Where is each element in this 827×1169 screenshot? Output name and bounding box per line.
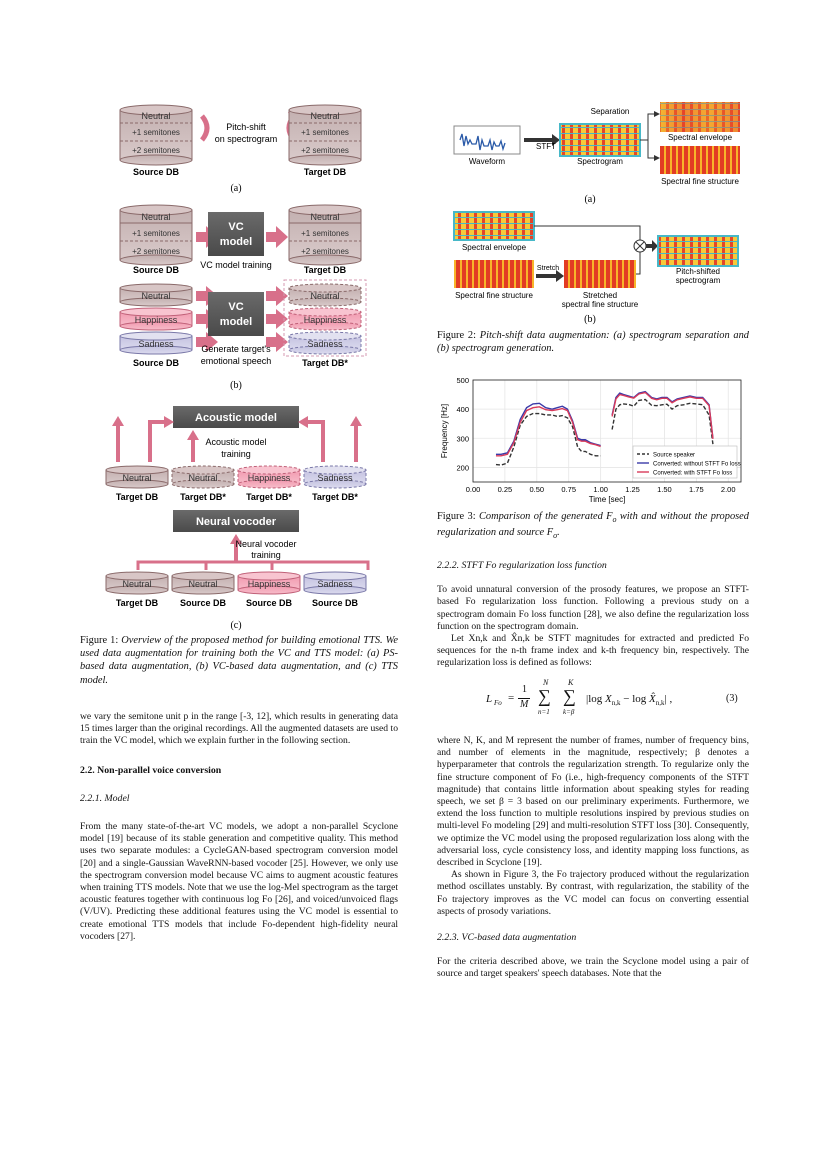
figure-2	[448, 100, 748, 332]
svg-text:Separation: Separation	[590, 107, 630, 116]
waveform	[454, 126, 520, 166]
equation-3: L Fo = 1 M N ∑ n=1 K ∑ k=β |log $X_{n,k} - \log$ $X̂_{n,k}|$ , (3)	[486, 678, 738, 716]
chart-legend	[633, 446, 741, 478]
svg-text:Source DB: Source DB	[132, 167, 180, 177]
x-tick-label: 0.50	[529, 485, 545, 494]
svg-text:Spectral envelope: Spectral envelope	[461, 243, 527, 252]
svg-text:+2 semitones: +2 semitones	[132, 146, 180, 155]
y-tick-label: 300	[456, 434, 469, 444]
figure-3-chart	[437, 374, 749, 506]
svg-text:+1 semitones: +1 semitones	[132, 229, 180, 238]
svg-text:Neural vocoder: Neural vocoder	[235, 539, 297, 549]
svg-text:training: training	[251, 550, 281, 560]
paragraph: From the many state-of-the-art VC models, we adopt a non-parallel Scyclone model [19] because of its stable generation and competitive quality. This method uses two separate modules: a CycleGAN-based spectrogram conversion model [20] and a single-Gaussian WaveRNN-based vocoder [25]. However, we only use the spectrogram conversion model because VC aims to augment acoustic features when training TTS models. Note that we use the log-Mel spectrogram as the target acoustic features together with continuous log Fo [26], and voiced/unvoiced flags (V/UV). Predicting these additional features using the VC model is essential to create emotional TTS models that include Fo-dependent high-fidelity neural vocoders [27].	[80, 821, 398, 942]
db-emotion-label: Neutral	[122, 473, 152, 483]
stretched-fine-structure	[562, 260, 639, 309]
left-column	[80, 711, 398, 943]
fig1a-source-db	[120, 105, 192, 177]
x-tick-label: 1.00	[593, 485, 608, 494]
db-emotion-label: Happiness	[247, 579, 291, 589]
svg-text:Acoustic model: Acoustic model	[195, 412, 277, 424]
paragraph: we vary the semitone unit p in the range [-3, 12], which results in generating data 15 times larger than the original recordings. All the augmented datasets are used to train the VC model, which we explain further in the following section.	[80, 711, 398, 747]
y-tick-label: 400	[456, 405, 469, 415]
paragraph: For the criteria described above, we train the Scyclone model using a pair of source and target speakers' speech databases. Note that the	[437, 956, 749, 980]
legend-label: Source speaker	[653, 452, 696, 459]
paragraph: Let Xn,k and X̂n,k be STFT magnitudes for extracted and predicted Fo sequences for the n-th frame index and k-th frequency bin, respectively. The regularization loss is defined as follows:	[437, 633, 749, 669]
series-line-3	[496, 407, 601, 456]
svg-text:Target DB: Target DB	[303, 167, 347, 177]
svg-text:+1 semitones: +1 semitones	[301, 229, 349, 238]
subfig-label: (a)	[230, 183, 242, 194]
y-tick-label: 200	[456, 463, 469, 473]
svg-text:Stretched: Stretched	[582, 291, 618, 300]
svg-text:Sadness: Sadness	[307, 339, 343, 349]
db-cylinder	[106, 572, 168, 608]
svg-text:Neutral: Neutral	[141, 291, 171, 301]
svg-text:STFT: STFT	[536, 142, 556, 151]
x-tick-label: 1.50	[657, 485, 672, 494]
figure-2-caption: Figure 2: Pitch-shift data augmentation: (a) spectrogram separation and (b) spectrogram generation.	[437, 330, 749, 355]
pitch-shifted-spectrogram	[658, 236, 738, 285]
db-emotion-label: Sadness	[317, 579, 353, 589]
svg-text:+1 semitones: +1 semitones	[132, 128, 180, 137]
db-name-label: Source DB	[245, 598, 293, 608]
spectral-envelope	[660, 102, 740, 142]
db-cylinder	[238, 466, 300, 502]
arrow-icon	[266, 226, 288, 248]
svg-text:Neutral: Neutral	[310, 291, 340, 301]
acoustic-model-box	[173, 406, 299, 428]
svg-text:Source DB: Source DB	[132, 358, 180, 368]
db-name-label: Target DB	[115, 492, 159, 502]
svg-text:Happiness: Happiness	[303, 315, 347, 325]
db-emotion-label: Sadness	[317, 473, 353, 483]
svg-text:VC model training: VC model training	[200, 260, 272, 270]
svg-text:Spectral envelope: Spectral envelope	[667, 133, 733, 142]
db-cylinder	[304, 572, 366, 608]
legend-label: Converted: with STFT Fo loss	[653, 470, 733, 477]
db-name-label: Target DB*	[180, 492, 226, 502]
svg-text:(c): (c)	[230, 620, 242, 631]
svg-text:model: model	[219, 236, 253, 248]
db-name-label: Source DB	[311, 598, 359, 608]
db-name-label: Target DB*	[246, 492, 292, 502]
svg-text:on spectrogram: on spectrogram	[214, 134, 278, 144]
arrow-icon	[266, 286, 288, 306]
vc-model-box-gen	[208, 292, 264, 336]
svg-text:Neutral: Neutral	[310, 212, 340, 222]
svg-text:Source DB: Source DB	[132, 265, 180, 275]
db-label: Neutral	[141, 111, 171, 121]
svg-text:Sadness: Sadness	[138, 339, 174, 349]
db-cylinder	[106, 466, 168, 502]
svg-text:Spectral fine structure: Spectral fine structure	[455, 291, 533, 300]
svg-text:Pitch-shift: Pitch-shift	[226, 122, 266, 132]
svg-text:Neutral: Neutral	[310, 111, 340, 121]
x-tick-label: 0.75	[561, 485, 577, 494]
svg-text:+2 semitones: +2 semitones	[301, 146, 349, 155]
db-emotion-label: Neutral	[188, 579, 218, 589]
b-spectral-envelope	[454, 212, 534, 252]
tts-top-dbs	[106, 466, 366, 502]
db-name-label: Target DB*	[312, 492, 358, 502]
subsection-heading: 2.2.2. STFT Fo regularization loss function	[437, 560, 607, 571]
db-cylinder	[238, 572, 300, 608]
svg-text:(b): (b)	[230, 380, 242, 391]
x-tick-label: 0.00	[465, 485, 481, 494]
b-fine-structure	[454, 260, 534, 300]
svg-text:Waveform: Waveform	[468, 157, 506, 166]
svg-text:(a): (a)	[584, 194, 596, 205]
svg-text:Stretch: Stretch	[536, 265, 560, 272]
svg-text:spectrogram: spectrogram	[675, 276, 721, 285]
svg-text:VC: VC	[228, 301, 244, 313]
series-line-1	[612, 400, 713, 445]
spectrogram	[560, 124, 640, 166]
db-emotion-label: Neutral	[188, 473, 218, 483]
multiply-icon	[634, 240, 646, 252]
svg-text:model: model	[219, 316, 253, 328]
x-tick-label: 1.75	[689, 485, 704, 494]
db-cylinder	[172, 466, 234, 502]
figure-3-caption: Figure 3: Comparison of the generated $F_o$ with and without the proposed regularization and source $F_o$.	[437, 511, 749, 541]
paragraph: where N, K, and M represent the number of frames, number of frequency bins, and number of elements in the magnitude, respectively; β denotes a hyperparameter that controls the regularization strength. To regularize only the fine structure component of Fo (i.e., high-frequency components of the STFT magnitude) that contains little information about speaking styles for reading speech, we set β = 3 based on our preliminary experiments. Furthermore, we extend the loss function to multiple resolutions inspired by previous studies on multi-level Fo modeling [29] and multi-resolution STFT loss [30]. Consequently, we optimize the VC model using the proposed regularization loss along with the adversarial loss, cycle consistency loss, and identity mapping loss functions, as described in Scyclone [19].	[437, 735, 749, 869]
svg-text:(b): (b)	[584, 314, 596, 325]
svg-text:+1 semitones: +1 semitones	[301, 128, 349, 137]
paragraph: As shown in Figure 3, the Fo trajectory produced without the regularization method oscillates unstably. By contrast, with regularization, the stability of the Fo trajectory improves as the VC model can focus on converting essential aspects of prosody variations.	[437, 869, 749, 917]
section-heading: 2.2. Non-parallel voice conversion	[80, 764, 222, 776]
tts-bottom-dbs	[106, 572, 366, 608]
fig1b-train-source-db	[120, 205, 192, 275]
fig1a-target-db	[289, 105, 361, 177]
svg-text:Spectral fine structure: Spectral fine structure	[661, 177, 739, 186]
x-tick-label: 2.00	[720, 485, 736, 494]
svg-text:Acoustic model: Acoustic model	[205, 437, 267, 447]
legend-label: Converted: without STFT Fo loss	[653, 461, 741, 468]
db-emotion-label: Happiness	[247, 473, 291, 483]
db-emotion-label: Neutral	[122, 579, 152, 589]
vc-model-box	[208, 212, 264, 256]
db-cylinder	[304, 466, 366, 502]
spectral-fine-structure	[660, 146, 740, 186]
y-tick-label: 500	[456, 376, 469, 385]
svg-text:Generate target's: Generate target's	[201, 344, 271, 354]
figure-1-caption: Figure 1: Overview of the proposed method for building emotional TTS. We used data augmentation for training both the VC and TTS model: (a) PS-based data augmentation, (b) VC-based data augmentation, and (c) TTS model.	[80, 635, 398, 686]
x-tick-label: 0.25	[497, 485, 513, 494]
db-name-label: Source DB	[179, 598, 227, 608]
svg-text:training: training	[221, 449, 251, 459]
right-column	[437, 560, 749, 670]
svg-text:Neutral: Neutral	[141, 212, 171, 222]
arrow-icon	[266, 309, 288, 329]
fig1a-arrow	[202, 112, 300, 144]
svg-text:Neural vocoder: Neural vocoder	[195, 516, 277, 528]
subsection-heading: 2.2.1. Model	[80, 792, 130, 804]
db-cylinder	[172, 572, 234, 608]
x-tick-label: 1.25	[625, 485, 640, 494]
svg-text:emotional speech: emotional speech	[200, 356, 272, 366]
subsection-heading: 2.2.3. VC-based data augmentation	[437, 932, 577, 944]
right-column-lower	[437, 735, 749, 981]
svg-text:Target DB: Target DB	[303, 265, 347, 275]
svg-text:+2 semitones: +2 semitones	[301, 247, 349, 256]
fig1b-train-target-db	[289, 205, 361, 275]
series-line-3	[612, 393, 713, 439]
svg-text:spectral fine structure: spectral fine structure	[561, 300, 639, 309]
fig1b-gen-source-db	[120, 284, 192, 368]
svg-text:Pitch-shifted: Pitch-shifted	[675, 267, 721, 276]
svg-text:+2 semitones: +2 semitones	[132, 247, 180, 256]
paragraph: To avoid unnatural conversion of the prosody features, we propose an STFT-based Fo regularization loss function. Following a previous study on a spectrogram domain Fo loss function [28], we also define the regularization loss function on the spectrogram domain.	[437, 584, 749, 632]
neural-vocoder-box	[173, 510, 299, 532]
fig1b-gen-target-db	[289, 284, 361, 368]
db-name-label: Target DB	[115, 598, 159, 608]
x-axis-label: Time [sec]	[588, 495, 626, 504]
svg-text:Happiness: Happiness	[134, 315, 178, 325]
figure-1	[78, 92, 408, 634]
svg-text:VC: VC	[228, 221, 244, 233]
y-axis-label: Frequency [Hz]	[440, 403, 449, 459]
svg-text:Target DB*: Target DB*	[302, 358, 348, 368]
svg-text:Spectrogram: Spectrogram	[577, 157, 623, 166]
